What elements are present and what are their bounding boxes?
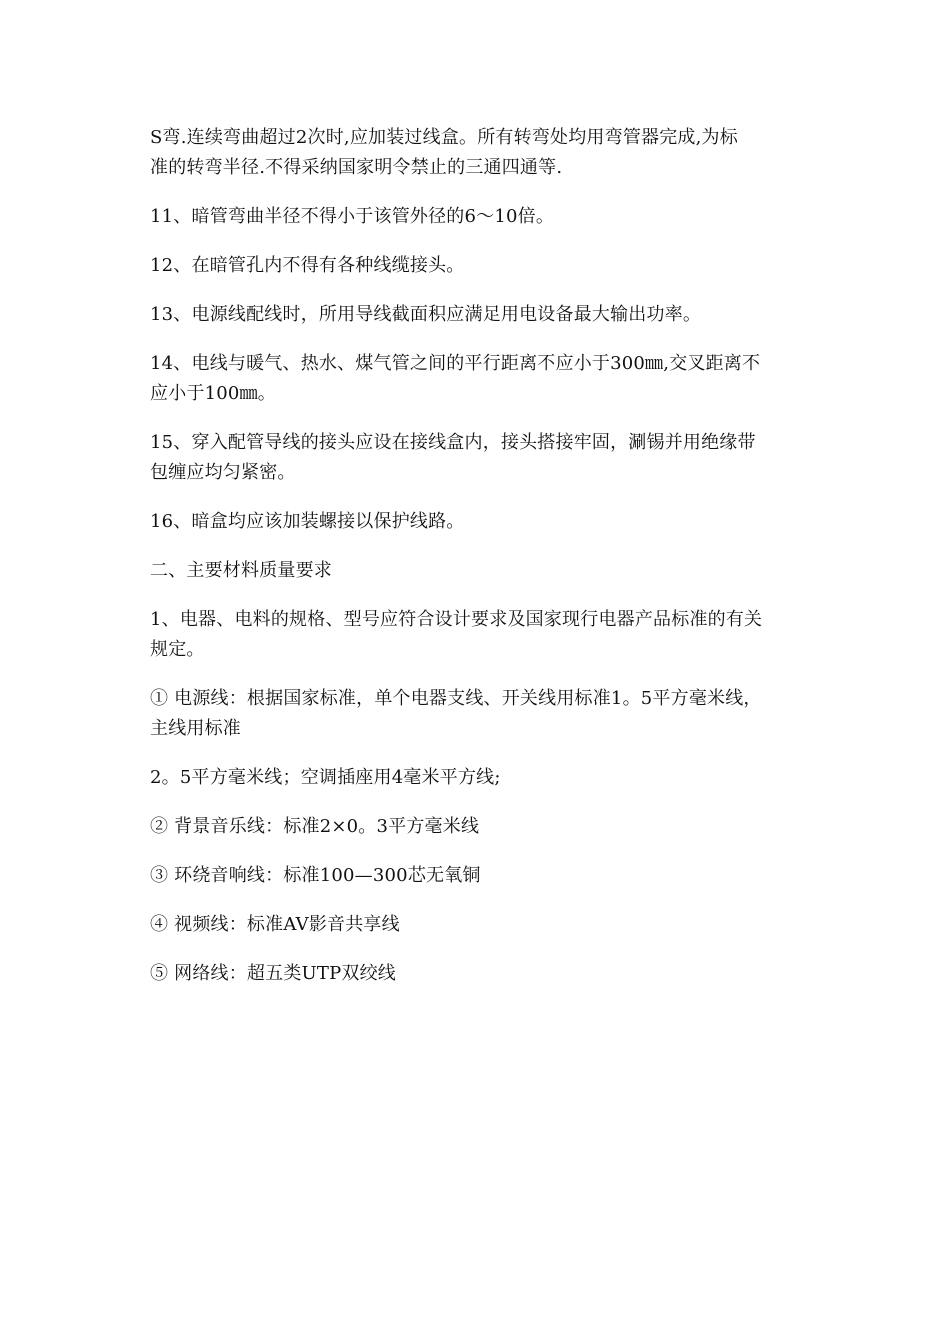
text-line: 1、电器、电料的规格、型号应符合设计要求及国家现行电器产品标准的有关	[150, 609, 763, 630]
paragraph-background-music-cable	[150, 812, 806, 842]
text-line: ② 背景音乐线：标准2×0。3平方毫米线	[150, 816, 480, 837]
paragraph-materials-1	[150, 605, 806, 665]
text-line: 11、暗管弯曲半径不得小于该管外径的6～10倍。	[150, 206, 555, 227]
paragraph-item-15	[150, 428, 806, 488]
paragraph-power-cable	[150, 684, 806, 744]
paragraph-s-bend	[150, 123, 806, 183]
text-line: 14、电线与暖气、热水、煤气管之间的平行距离不应小于300㎜,交叉距离不	[150, 353, 761, 374]
paragraph-item-12	[150, 251, 806, 281]
text-line: ⑤ 网络线：超五类UTP双绞线	[150, 963, 397, 984]
text-line: 准的转弯半径.不得采纳国家明令禁止的三通四通等.	[150, 157, 563, 178]
text-line: 规定。	[150, 639, 205, 660]
paragraph-video-cable	[150, 910, 806, 940]
document-page	[150, 123, 806, 1008]
section-heading-materials	[150, 556, 806, 586]
text-line: 应小于100㎜。	[150, 383, 276, 404]
paragraph-power-cable-cont	[150, 763, 806, 793]
text-line: ③ 环绕音响线：标准100—300芯无氧铜	[150, 865, 481, 886]
text-line: 主线用标准	[150, 718, 241, 739]
paragraph-item-14	[150, 349, 806, 409]
text-line: ① 电源线：根据国家标准，单个电器支线、开关线用标准1。5平方毫米线，	[150, 688, 762, 709]
paragraph-item-13	[150, 300, 806, 330]
text-line: 15、穿入配管导线的接头应设在接线盒内，接头搭接牢固，涮锡并用绝缘带	[150, 432, 756, 453]
text-line: ④ 视频线：标准AV影音共享线	[150, 914, 400, 935]
paragraph-item-11	[150, 202, 806, 232]
text-line: 12、在暗管孔内不得有各种线缆接头。	[150, 255, 465, 276]
paragraph-network-cable	[150, 959, 806, 989]
text-line: 包缠应均匀紧密。	[150, 462, 296, 483]
text-line: 16、暗盒均应该加装螺接以保护线路。	[150, 511, 465, 532]
text-line: 二、主要材料质量要求	[150, 560, 332, 581]
text-line: 13、电源线配线时，所用导线截面积应满足用电设备最大输出功率。	[150, 304, 702, 325]
paragraph-item-16	[150, 507, 806, 537]
text-line: S弯.连续弯曲超过2次时,应加装过线盒。所有转弯处均用弯管器完成,为标	[150, 127, 738, 148]
paragraph-surround-speaker-cable	[150, 861, 806, 891]
text-line: 2。5平方毫米线；空调插座用4毫米平方线;	[150, 767, 501, 788]
